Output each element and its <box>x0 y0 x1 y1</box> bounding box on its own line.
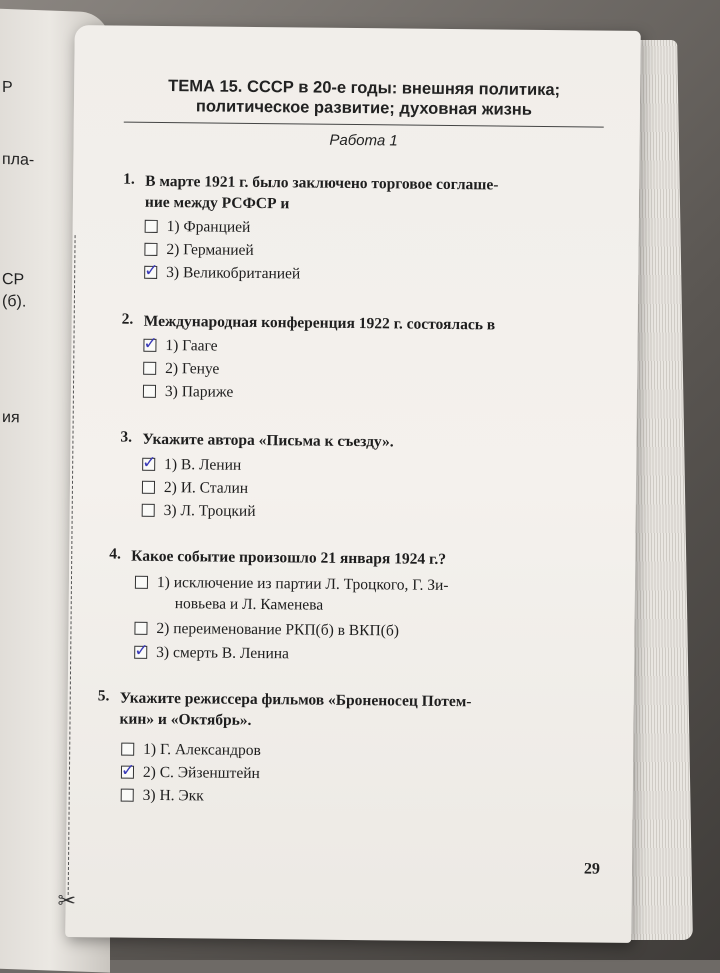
question-number: 3. <box>120 428 133 446</box>
question-text <box>145 171 585 218</box>
topic-title <box>134 76 594 121</box>
check-mark-icon: ✓ <box>142 452 157 473</box>
checkbox[interactable] <box>142 481 155 494</box>
checkbox[interactable] <box>134 640 149 661</box>
checkbox[interactable] <box>143 333 158 354</box>
title-line-2: политическое развитие; духовная жизнь <box>195 97 533 119</box>
left-fragment: ия <box>2 408 20 427</box>
question-line: В марте 1921 г. было заключено торговое соглаше- <box>145 172 499 194</box>
question-line: Какое событие произошло 21 января 1924 г.? <box>131 547 447 568</box>
option-label: 2) переименование РКП(б) в ВКП(б) <box>156 619 400 640</box>
check-mark-icon: ✓ <box>144 260 159 281</box>
check-mark-icon: ✓ <box>120 760 136 781</box>
question-number: 1. <box>123 170 135 188</box>
option-label: 1) Гааге <box>165 337 218 355</box>
scissors-icon: ✂ <box>57 888 77 915</box>
option-label: 2) С. Эйзенштейн <box>142 763 260 783</box>
left-fragment: Р <box>2 78 13 97</box>
checkbox[interactable] <box>135 576 148 589</box>
checkbox[interactable] <box>121 789 134 802</box>
option-label: 3) Н. Экк <box>142 786 204 805</box>
question-number: 4. <box>109 545 121 563</box>
check-mark-icon: ✓ <box>143 333 158 354</box>
checkbox[interactable] <box>144 260 159 281</box>
question-text <box>119 688 559 735</box>
left-fragment: СР <box>2 270 25 289</box>
page-number: 29 <box>583 860 601 878</box>
question-line: Укажите режиссера фильмов «Броненосец Потем- <box>119 689 472 711</box>
workbook-page <box>57 25 641 943</box>
checkbox[interactable] <box>143 385 156 398</box>
checkbox[interactable] <box>134 622 147 635</box>
checkbox[interactable] <box>144 243 157 256</box>
option-label: 3) Великобританией <box>166 264 301 283</box>
divider <box>124 122 604 128</box>
option-label: 2) И. Сталин <box>163 479 249 497</box>
title-line-1: ТЕМА 15. СССР в 20-е годы: внешняя политика; <box>168 77 561 100</box>
left-fragment: пла- <box>2 150 35 169</box>
question-number: 5. <box>97 687 110 705</box>
checkbox[interactable] <box>145 220 158 233</box>
option-label: 1) Францией <box>166 218 251 236</box>
check-mark-icon: ✓ <box>134 640 149 661</box>
checkbox[interactable] <box>142 452 157 473</box>
option-label: 1) В. Ленин <box>164 456 242 474</box>
question-text <box>131 546 571 572</box>
option-label: 3) смерть В. Ленина <box>156 643 290 663</box>
question-text <box>142 429 582 455</box>
checkbox[interactable] <box>143 362 156 375</box>
checkbox[interactable] <box>120 760 136 781</box>
checkbox[interactable] <box>121 743 134 756</box>
checkbox[interactable] <box>142 504 155 517</box>
option-label: 1) исключение из партии Л. Троцкого, Г. Зи- <box>156 573 449 595</box>
work-label: Работа 1 <box>329 131 398 150</box>
question-line: Международная конференция 1922 г. состоялась в <box>143 312 496 334</box>
question-line: кин» и «Октябрь». <box>119 710 252 729</box>
question-number: 2. <box>121 310 134 328</box>
option-label: 3) Париже <box>164 383 234 401</box>
left-fragment: (б). <box>2 292 27 311</box>
question-line: Укажите автора «Письма к съезду». <box>142 430 394 451</box>
question-line: ние между РСФСР и <box>144 193 290 213</box>
option-label: 2) Германией <box>166 241 254 259</box>
option-label: 2) Генуе <box>165 360 220 378</box>
question-text <box>144 311 584 337</box>
option-label: 3) Л. Троцкий <box>163 502 256 520</box>
option-label: новьева и Л. Каменева <box>174 595 324 614</box>
option-label: 1) Г. Александров <box>143 740 261 760</box>
